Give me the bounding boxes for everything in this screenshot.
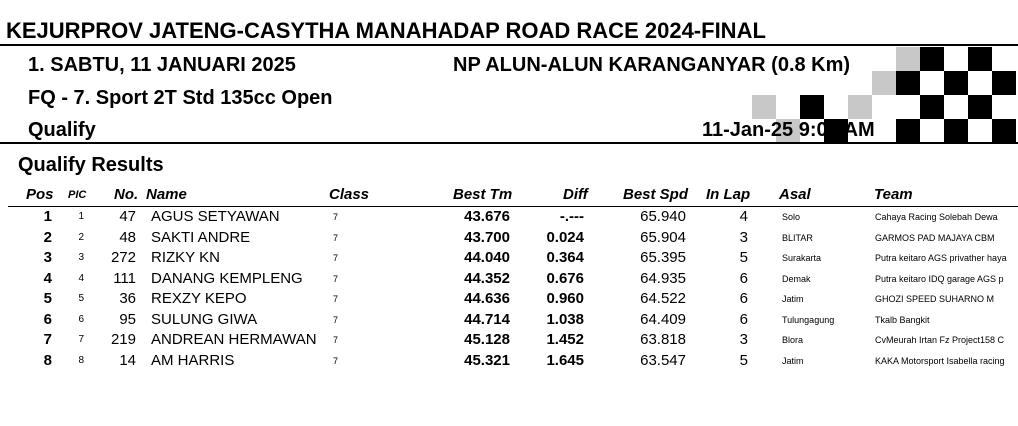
- cell-team: GHOZI SPEED SUHARNO M: [875, 294, 995, 304]
- col-pic: PIC: [68, 189, 87, 201]
- cell-pic: 6: [78, 313, 84, 325]
- cell-class: 7: [333, 232, 339, 243]
- table-row: [0, 290, 1018, 310]
- section-title: Qualify Results: [18, 154, 164, 176]
- cell-best-spd: 63.547: [640, 351, 686, 369]
- title-divider: [0, 44, 1018, 46]
- cell-in-lap: 6: [739, 310, 748, 328]
- header-divider: [0, 142, 1018, 144]
- cell-best-spd: 65.940: [640, 208, 686, 225]
- column-header-rule: [8, 206, 1018, 207]
- col-name: Name: [146, 186, 187, 203]
- cell-asal: Solo: [782, 212, 801, 222]
- cell-pos: 1: [43, 208, 52, 225]
- col-in-lap: In Lap: [706, 186, 751, 203]
- cell-name: AM HARRIS: [151, 351, 235, 369]
- event-title: KEJURPROV JATENG-CASYTHA MANAHADAP ROAD RACE 2024-FINAL: [6, 18, 766, 43]
- cell-pos: 6: [43, 310, 52, 328]
- cell-pos: 8: [43, 351, 52, 369]
- cell-asal: Blora: [782, 335, 804, 345]
- cell-best-tm: 45.128: [464, 331, 510, 348]
- cell-best-tm: 45.321: [464, 351, 510, 369]
- cell-pos: 5: [43, 290, 52, 307]
- cell-pic: 4: [78, 272, 84, 284]
- table-row: [0, 208, 1018, 228]
- cell-in-lap: 5: [739, 351, 748, 369]
- cell-best-tm: 44.714: [464, 310, 510, 328]
- cell-name: ANDREAN HERMAWAN: [151, 331, 317, 348]
- cell-best-spd: 65.395: [640, 249, 686, 266]
- cell-in-lap: 4: [739, 208, 748, 225]
- cell-no: 111: [113, 269, 136, 287]
- cell-pic: 3: [78, 252, 84, 263]
- cell-diff: 0.960: [546, 290, 584, 307]
- col-best-tm: Best Tm: [453, 186, 513, 203]
- cell-team: CvMeurah Irtan Fz Project158 C: [875, 335, 1005, 345]
- table-row: [0, 249, 1018, 269]
- cell-team: Cahaya Racing Solebah Dewa: [875, 212, 998, 222]
- cell-team: KAKA Motorsport Isabella racing: [875, 355, 1005, 366]
- table-row: [0, 311, 1018, 331]
- venue: NP ALUN-ALUN KARANGANYAR (0.8 Km): [453, 54, 851, 76]
- cell-best-tm: 44.636: [464, 290, 510, 307]
- cell-name: RIZKY KN: [151, 249, 220, 266]
- cell-diff: 1.452: [546, 331, 584, 348]
- cell-asal: Jatim: [782, 294, 804, 304]
- cell-name: REXZY KEPO: [151, 290, 247, 307]
- cell-best-tm: 43.676: [464, 208, 510, 225]
- col-diff: Diff: [563, 186, 588, 203]
- cell-pos: 3: [43, 249, 52, 266]
- cell-asal: Jatim: [782, 355, 804, 366]
- cell-no: 36: [119, 290, 136, 307]
- cell-asal: Tulungagung: [782, 314, 835, 325]
- cell-no: 48: [119, 228, 136, 246]
- cell-pic: 5: [78, 293, 84, 304]
- cell-diff: -.---: [559, 208, 584, 225]
- cell-name: DANANG KEMPLENG: [151, 269, 303, 287]
- cell-class: 7: [333, 212, 339, 222]
- cell-best-spd: 65.904: [640, 228, 686, 246]
- cell-class: 7: [333, 314, 339, 325]
- cell-diff: 1.645: [546, 351, 584, 369]
- cell-in-lap: 6: [739, 290, 748, 307]
- cell-best-spd: 64.522: [640, 290, 686, 307]
- cell-best-spd: 64.935: [640, 269, 686, 287]
- cell-pic: 7: [78, 334, 84, 345]
- cell-class: 7: [333, 253, 339, 263]
- cell-in-lap: 6: [739, 269, 748, 287]
- session-datetime: 11-Jan-25 9:00 AM: [702, 119, 875, 141]
- cell-diff: 0.676: [546, 269, 584, 287]
- col-pos: Pos: [26, 186, 54, 203]
- cell-no: 14: [119, 351, 136, 369]
- cell-pos: 4: [43, 269, 52, 287]
- table-row: [0, 331, 1018, 351]
- cell-diff: 0.364: [546, 249, 584, 266]
- cell-team: GARMOS PAD MAJAYA CBM: [875, 232, 995, 243]
- cell-class: 7: [333, 355, 339, 366]
- cell-asal: BLITAR: [782, 232, 813, 243]
- table-row: [0, 270, 1018, 290]
- cell-asal: Surakarta: [782, 253, 822, 263]
- cell-best-spd: 63.818: [640, 331, 686, 348]
- cell-name: SULUNG GIWA: [151, 310, 258, 328]
- col-asal: Asal: [779, 186, 811, 203]
- cell-best-tm: 44.040: [464, 249, 510, 266]
- cell-best-tm: 43.700: [464, 228, 510, 246]
- cell-class: 7: [333, 335, 339, 345]
- table-row: [0, 352, 1018, 372]
- cell-in-lap: 3: [739, 228, 748, 246]
- cell-in-lap: 3: [739, 331, 748, 348]
- cell-best-spd: 64.409: [640, 310, 686, 328]
- event-class: FQ - 7. Sport 2T Std 135cc Open: [28, 87, 333, 109]
- cell-diff: 0.024: [546, 228, 584, 246]
- cell-team: Putra keitaro AGS privather haya: [875, 253, 1007, 263]
- cell-class: 7: [333, 273, 339, 284]
- cell-diff: 1.038: [546, 310, 584, 328]
- cell-class: 7: [333, 294, 339, 304]
- cell-team: Putra keitaro IDQ garage AGS p: [875, 273, 1004, 284]
- col-best-spd: Best Spd: [623, 186, 689, 203]
- date-line: 1. SABTU, 11 JANUARI 2025: [28, 54, 296, 76]
- cell-asal: Demak: [782, 273, 811, 284]
- cell-no: 95: [119, 310, 136, 328]
- table-row: [0, 229, 1018, 249]
- cell-pos: 2: [43, 228, 52, 246]
- session-name: Qualify: [28, 119, 96, 141]
- col-no: No.: [114, 186, 139, 203]
- cell-name: SAKTI ANDRE: [151, 228, 251, 246]
- cell-pos: 7: [43, 331, 52, 348]
- cell-in-lap: 5: [739, 249, 748, 266]
- cell-pic: 8: [78, 354, 84, 366]
- cell-team: Tkalb Bangkit: [875, 314, 930, 325]
- cell-no: 272: [110, 249, 136, 266]
- cell-name: AGUS SETYAWAN: [151, 208, 280, 225]
- col-class: Class: [329, 186, 370, 203]
- cell-pic: 2: [78, 231, 84, 243]
- cell-no: 219: [110, 331, 136, 348]
- cell-no: 47: [119, 208, 136, 225]
- cell-best-tm: 44.352: [464, 269, 510, 287]
- cell-pic: 1: [78, 211, 84, 222]
- col-team: Team: [874, 186, 913, 203]
